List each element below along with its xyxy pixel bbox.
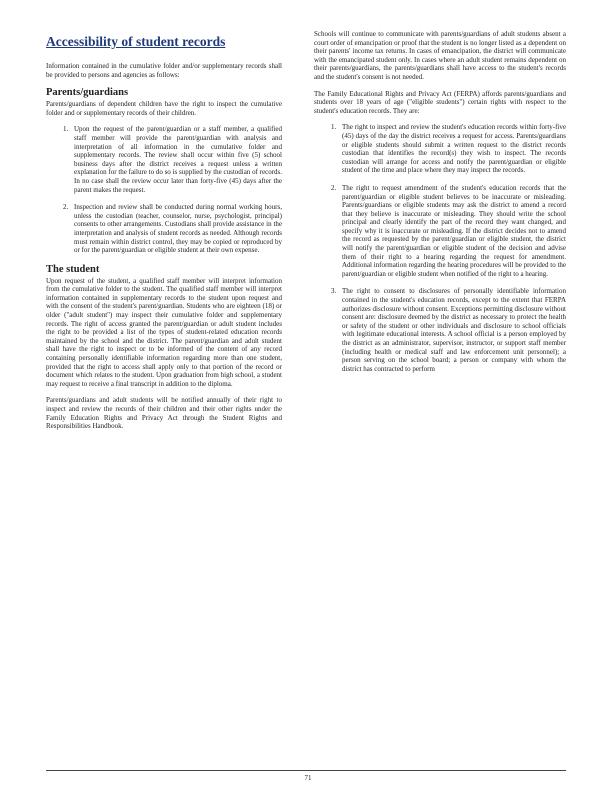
list-item: 1. Upon the request of the parent/guardian or a staff member, a qualified staff member will provide the parent/guardian with analysis and interpretation of all information in the cumulative folder and supplementary records. The review shall occur within five (5) school business days after the district receives a request unless a written explanation for the failure to do so is supplied by the custodian of records. In no case shall the review occur later than forty-five (45) days after the parent makes the request. xyxy=(70,125,282,194)
left-column xyxy=(46,30,282,439)
schools-paragraph: Schools will continue to communicate with parents/guardians of adult students absent a court order of emancipation or proof that the student is no longer listed as a dependent on their parents' income tax returns. In cases of emancipation, the district will communicate with the emancipated student only. In cases where an adult student remains dependent on their parents/guardians, the parents/guardians shall have access to the student's records and the student's consent is not needed. xyxy=(314,30,566,81)
parents-list xyxy=(46,125,282,254)
student-heading: The student xyxy=(46,263,100,275)
ferpa-list xyxy=(314,123,566,373)
intro-paragraph: Information contained in the cumulative folder and/or supplementary records shall be provided to persons and agencies as follows: xyxy=(46,62,282,79)
notify-paragraph: Parents/guardians and adult students will be notified annually of their right to inspect and review the records of their children and their other rights under the Family Education Rights and Privacy Act through the Student Rights and Responsibilities Handbook. xyxy=(46,396,282,431)
student-paragraph: Upon request of the student, a qualified staff member will interpret information from the cumulative folder to the student. The qualified staff member will interpret information contained in supplementary records to the student upon request and with the consent of the student's parent/guardian. Students who are eighteen (18) or older ("adult student") may inspect their cumulative folder and supplementary records. The right of access granted the parent/guardian or adult student includes the right to be provided a list of the types of student-related education records maintained by the school and the district. The parent/guardian and adult student shall have the right to inspect or to be informed of the content of any record containing personally identifiable information regarding more than one student, provided that the right to access shall apply only to that portion of the record or document which relates to the student. Upon graduation from high school, a student may request to receive a final transcript in addition to the diploma. xyxy=(46,276,282,388)
right-column xyxy=(314,30,566,382)
ferpa-paragraph: The Family Educational Rights and Privacy Act (FERPA) affords parents/guardians and students over 18 years of age ("eligible students") certain rights with respect to the student's education records. They are: xyxy=(314,89,566,115)
page-title: Accessibility of student records xyxy=(46,34,226,49)
parents-heading: Parents/guardians xyxy=(46,87,129,99)
parents-intro: Parents/guardians of dependent children have the right to inspect the cumulative folder and or supplementary records of their children. xyxy=(46,100,282,117)
page-number: 71 xyxy=(304,774,312,782)
footer-divider xyxy=(46,770,566,771)
list-item: 3. The right to consent to disclosures of personally identifiable information contained in the student's education records, except to the extent that FERPA authorizes disclosure without consent. Exceptions permitting disclosure without consent are: disclosure deemed by the district as necessary to protect the health or safety of the student or other individuals and disclosure to school officials with legitimate educational interests. A school official is a person employed by the district as an administrator, supervisor, instructor, or support staff member (including health or medical staff and law enforcement unit personnel); a person serving on the school board; a person or company with whom the district has contracted to perform xyxy=(338,287,566,373)
list-item: 2. Inspection and review shall be conducted during normal working hours, unless the custodian (teacher, counselor, nurse, psychologist, principal) consents to other arrangements. Custodians shall provide assistance in the interpretation and analysis of student records as needed. Although records must remain within district control, they may be copied or reproduced by or for the parent/guardian or eligible student at their own expense. xyxy=(70,203,282,255)
list-item: 2. The right to request amendment of the student's education records that the parent/guardian or eligible student believes to be inaccurate or misleading. Parents/guardians or eligible students may ask the district to amend a record that they believe is inaccurate or misleading. They should write the school principal and clearly identify the part of the record they want changed, and specify why it is inaccurate or misleading. If the district decides not to amend the record as requested by the parent/guardian or eligible student, the district will notify the parent/guardian or eligible student of the decision and advise them of their right to a hearing regarding the request for amendment. Additional information regarding the hearing procedures will be provided to the parent/guardian or eligible student when notified of the right to a hearing. xyxy=(338,184,566,279)
list-item: 1. The right to inspect and review the student's education records within forty-five (45) days of the day the district receives a request for access. Parents/guardians or eligible students should submit a written request to the district records custodian that identifies the record(s) they wish to inspect. The records custodian will arrange for access and notify the parent/guardian or eligible student of the time and place where they may inspect the records. xyxy=(338,123,566,175)
